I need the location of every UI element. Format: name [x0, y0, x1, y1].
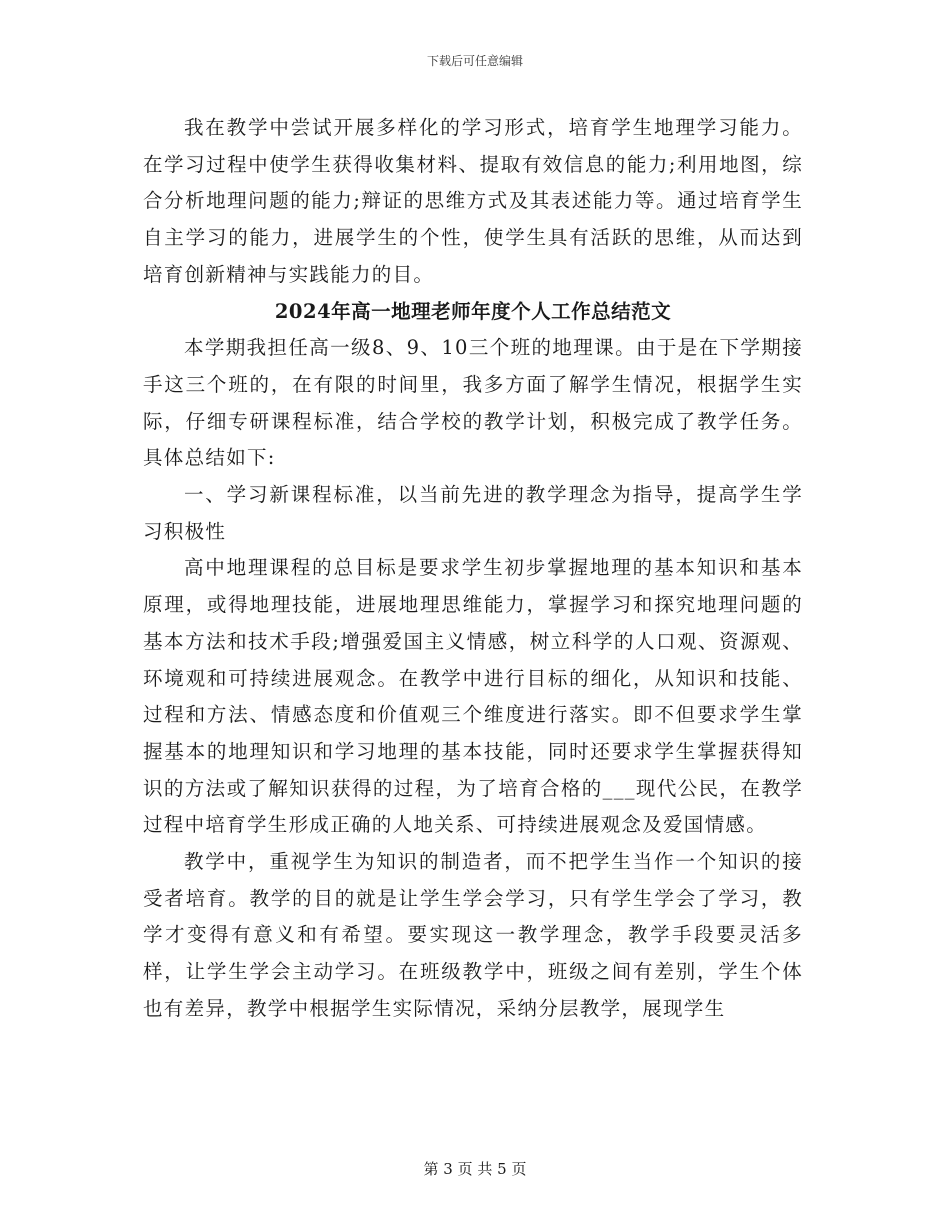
document-title: 2024年高一地理老师年度个人工作总结范文 — [274, 299, 672, 323]
section-heading: 一、学习新课程标准，以当前先进的教学理念为指导，提高学生学习积极性 — [143, 483, 803, 543]
page-header: 下载后可任意编辑 — [426, 54, 523, 68]
document-body — [143, 110, 803, 1028]
paragraph-1: 我在教学中尝试开展多样化的学习形式，培育学生地理学习能力。在学习过程中使学生获得收集材料、提取有效信息的能力;利用地图，综合分析地理问题的能力;辩证的思维方式及其表述能力等。通过培育学生自主学习的能力，进展学生的个性，使学生具有活跃的思维，从而达到培育创新精神与实践能力的目。 — [143, 116, 803, 286]
paragraph-4: 教学中，重视学生为知识的制造者，而不把学生当作一个知识的接受者培育。教学的目的就是让学生学会学习，只有学生学会了学习，教学才变得有意义和有希望。要实现这一教学理念，教学手段要灵活多样，让学生学会主动学习。在班级教学中，班级之间有差别，学生个体也有差异，教学中根据学生实际情况，采纳分层教学，展现学生 — [143, 850, 803, 1020]
paragraph-2: 本学期我担任高一级8、9、10三个班的地理课。由于是在下学期接手这三个班的，在有限的时间里，我多方面了解学生情况，根据学生实际，仔细专研课程标准，结合学校的教学计划，积极完成了教学任务。具体总结如下: — [143, 336, 803, 470]
page-number: 第 3 页 共 5 页 — [423, 1160, 527, 1178]
paragraph-3: 高中地理课程的总目标是要求学生初步掌握地理的基本知识和基本原理，或得地理技能，进展地理思维能力，掌握学习和探究地理问题的基本方法和技术手段;增强爱国主义情感，树立科学的人口观、资源观、环境观和可持续进展观念。在教学中进行目标的细化，从知识和技能、过程和方法、情感态度和价值观三个维度进行落实。即不但要求学生掌握基本的地理知识和学习地理的基本技能，同时还要求学生掌握获得知识的方法或了解知识获得的过程，为了培育合格的___现代公民，在教学过程中培育学生形成正确的人地关系、可持续进展观念及爱国情感。 — [143, 556, 803, 837]
